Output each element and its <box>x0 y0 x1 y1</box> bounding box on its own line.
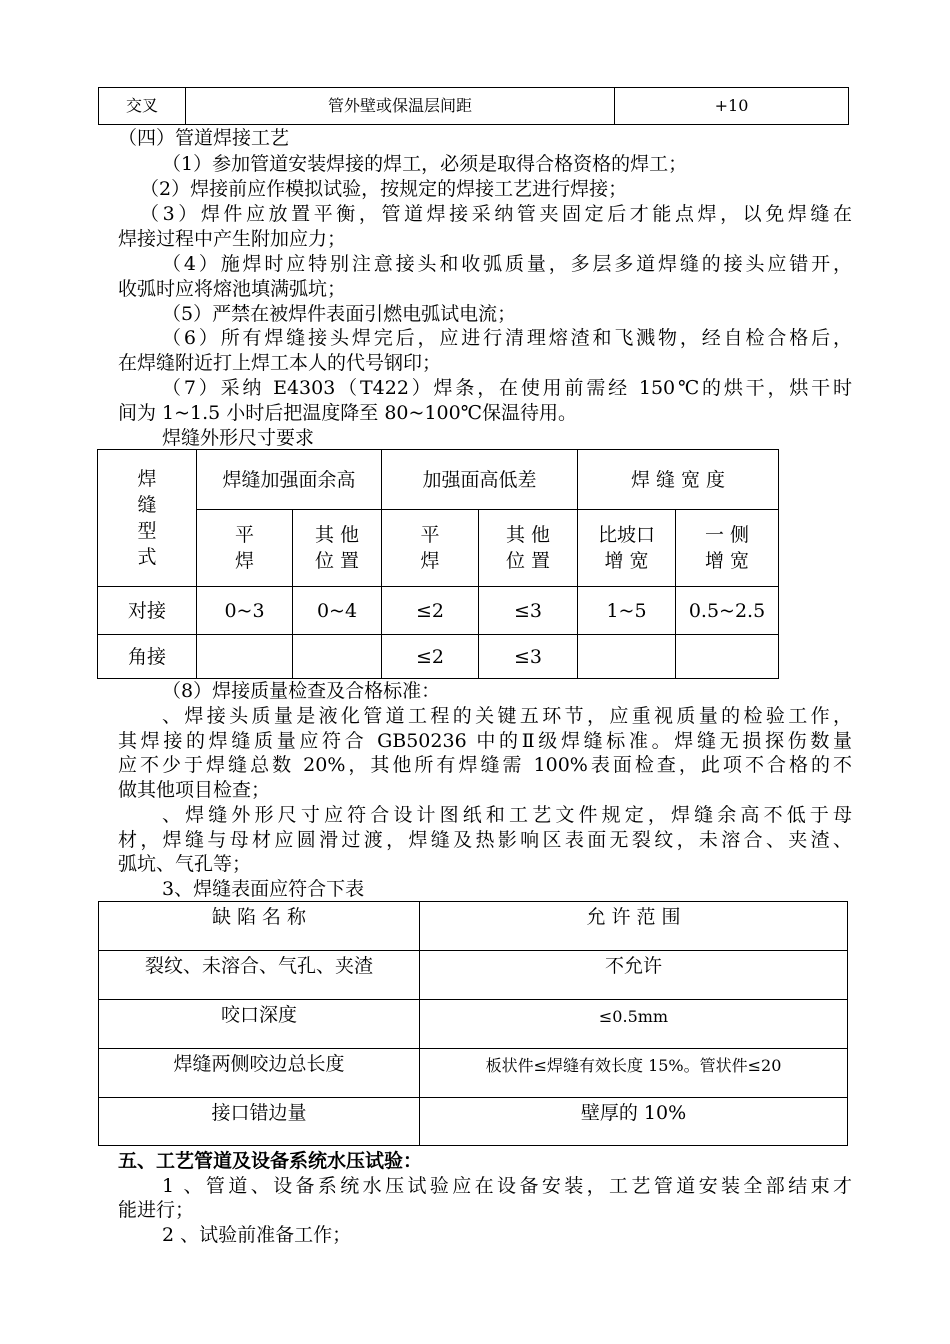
spacing-cell-desc: 管外壁或保温层间距 <box>186 88 615 125</box>
table-cell <box>197 635 293 679</box>
paragraph-line: 2 、试验前准备工作； <box>162 1224 352 1246</box>
table-cell: 板状件≤焊缝有效长度 15%。管状件≤20 <box>420 1049 848 1098</box>
paragraph-line: 1 、管道、设备系统水压试验应在设备安装，工艺管道安装全部结束才 <box>162 1175 852 1197</box>
sub-header: 平 焊 <box>197 510 293 587</box>
paragraph-line: （2）焊接前应作模拟试验，按规定的焊接工艺进行焊接； <box>140 178 628 200</box>
group-header: 焊 缝 宽 度 <box>578 450 779 510</box>
section-heading-welding: （四）管道焊接工艺 <box>118 127 290 149</box>
paragraph-line: 焊接过程中产生附加应力； <box>118 228 347 250</box>
weld-dimension-table <box>97 449 779 679</box>
spacing-cell-value: +10 <box>615 88 849 125</box>
paragraph-line: （7）采纳 E4303（T422）焊条，在使用前需经 150℃的烘干，烘干时 <box>162 377 852 399</box>
section-heading-pressure-test: 五、工艺管道及设备系统水压试验： <box>118 1150 423 1172</box>
paragraph-line: （8）焊接质量检查及合格标准： <box>162 680 441 702</box>
group-header: 加强面高低差 <box>382 450 578 510</box>
defect-header: 缺 陷 名 称 <box>99 902 420 951</box>
table-cell: 裂纹、未溶合、气孔、夹渣 <box>99 951 420 1000</box>
paragraph-line: 、焊接头质量是液化管道工程的关键五环节，应重视质量的检验工作， <box>162 705 852 727</box>
weld-type-header: 焊 缝 型 式 <box>98 450 197 587</box>
table-cell: 焊缝两侧咬边总长度 <box>99 1049 420 1098</box>
sub-header: 其 他 位 置 <box>293 510 382 587</box>
sub-header: 平 焊 <box>382 510 479 587</box>
paragraph-line: 做其他项目检查； <box>118 779 271 801</box>
spacing-table <box>98 87 849 125</box>
paragraph-line: 弧坑、气孔等； <box>118 853 252 875</box>
table-cell: 接口错边量 <box>99 1098 420 1146</box>
paragraph-line: 能进行； <box>118 1199 195 1221</box>
table-caption: 3、焊缝表面应符合下表 <box>162 878 365 900</box>
paragraph-line: （1）参加管道安装焊接的焊工，必须是取得合格资格的焊工； <box>162 153 688 175</box>
paragraph-line: （6）所有焊缝接头焊完后，应进行清理熔渣和飞溅物，经自检合格后， <box>162 327 852 349</box>
sub-header: 其 他 位 置 <box>479 510 578 587</box>
table-cell: 咬口深度 <box>99 1000 420 1049</box>
paragraph-line: （4）施焊时应特别注意接头和收弧质量，多层多道焊缝的接头应错开， <box>162 253 852 275</box>
table-row <box>99 951 848 1000</box>
group-header: 焊缝加强面余高 <box>197 450 382 510</box>
allowance-header: 允 许 范 围 <box>420 902 848 951</box>
paragraph-line: 应不少于焊缝总数 20%，其他所有焊缝需 100%表面检查，此项不合格的不 <box>118 754 852 776</box>
paragraph-line: （3）焊件应放置平衡，管道焊接采纳管夹固定后才能点焊，以免焊缝在 <box>140 203 852 225</box>
table-cell: ≤3 <box>479 635 578 679</box>
spacing-cell-type: 交叉 <box>99 88 186 125</box>
table-cell: 0~3 <box>197 587 293 635</box>
table-cell: 不允许 <box>420 951 848 1000</box>
paragraph-line: 间为 1~1.5 小时后把温度降至 80~100℃保温待用。 <box>118 402 577 424</box>
table-caption: 焊缝外形尺寸要求 <box>162 427 315 449</box>
paragraph-line: （5）严禁在被焊件表面引燃电弧试电流； <box>162 303 517 325</box>
table-cell <box>676 635 779 679</box>
table-cell <box>578 635 676 679</box>
paragraph-line: 材，焊缝与母材应圆滑过渡，焊缝及热影响区表面无裂纹，未溶合、夹渣、 <box>118 829 852 851</box>
table-row <box>98 587 779 635</box>
table-cell: ≤0.5mm <box>420 1000 848 1049</box>
paragraph-line: 收弧时应将熔池填满弧坑； <box>118 278 347 300</box>
table-cell: ≤2 <box>382 635 479 679</box>
table-cell: ≤2 <box>382 587 479 635</box>
table-row <box>98 635 779 679</box>
table-cell: 0~4 <box>293 587 382 635</box>
table-row <box>99 1049 848 1098</box>
table-cell: 对接 <box>98 587 197 635</box>
table-cell: 角接 <box>98 635 197 679</box>
paragraph-line: 、焊缝外形尺寸应符合设计图纸和工艺文件规定，焊缝余高不低于母 <box>162 804 852 826</box>
paragraph-line: 其焊接的焊缝质量应符合 GB50236 中的Ⅱ级焊缝标准。焊缝无损探伤数量 <box>118 730 852 752</box>
table-cell: 壁厚的 10% <box>420 1098 848 1146</box>
sub-header: 一 侧 增 宽 <box>676 510 779 587</box>
table-cell: 1~5 <box>578 587 676 635</box>
table-row <box>99 1000 848 1049</box>
sub-header: 比坡口 增 宽 <box>578 510 676 587</box>
defect-table <box>98 901 848 1146</box>
table-cell: 0.5~2.5 <box>676 587 779 635</box>
table-cell: ≤3 <box>479 587 578 635</box>
table-row <box>99 1098 848 1146</box>
paragraph-line: 在焊缝附近打上焊工本人的代号钢印； <box>118 352 442 374</box>
table-cell <box>293 635 382 679</box>
